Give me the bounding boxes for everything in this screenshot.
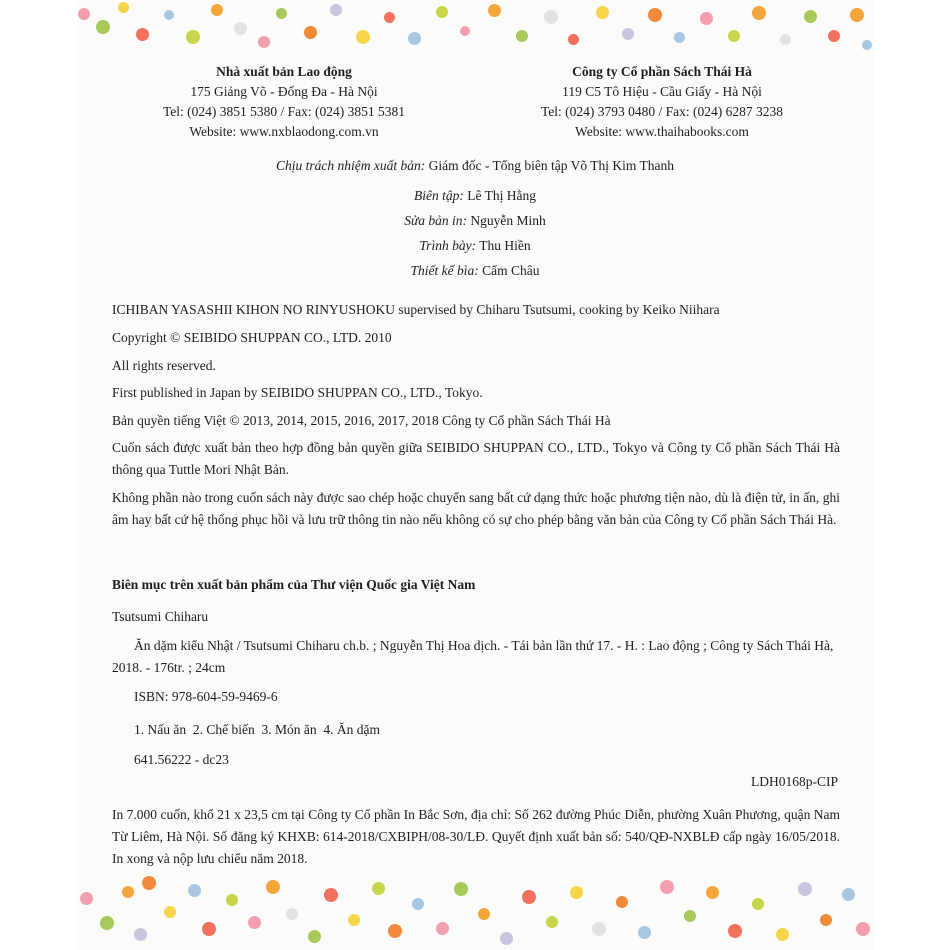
confetti-dot (780, 34, 791, 45)
confetti-dot (266, 880, 280, 894)
dot-border-bottom (76, 872, 874, 950)
confetti-dot (142, 876, 156, 890)
confetti-dot (776, 928, 789, 941)
confetti-dot (356, 30, 370, 44)
dot-border-top (76, 0, 874, 58)
credit-editor-label: Biên tập: (414, 188, 464, 203)
confetti-dot (234, 22, 247, 35)
publisher-right-website: Website: www.thaihabooks.com (575, 124, 749, 139)
confetti-dot (596, 6, 609, 19)
confetti-dot (78, 8, 90, 20)
confetti-dot (248, 916, 261, 929)
credit-proof-label: Sửa bản in: (404, 213, 468, 228)
confetti-dot (684, 910, 696, 922)
credit-responsible-label: Chịu trách nhiệm xuất bản: (276, 158, 426, 173)
confetti-dot (516, 30, 528, 42)
confetti-dot (436, 922, 449, 935)
catalog-title: Biên mục trên xuất bản phẩm của Thư viện Quốc gia Việt Nam (112, 577, 476, 592)
catalog-subjects: 1. Nấu ăn 2. Chế biến 3. Món ăn 4. Ăn dặm (134, 722, 380, 737)
confetti-dot (276, 8, 287, 19)
rights-copyright: Copyright © SEIBIDO SHUPPAN CO., LTD. 2010 (112, 330, 392, 345)
confetti-dot (856, 922, 870, 936)
credit-cover-value: Cẩm Châu (482, 263, 540, 278)
catalog-cip: LDH0168p-CIP (751, 774, 838, 789)
confetti-dot (100, 916, 114, 930)
credit-responsible-value: Giám đốc - Tổng biên tập Võ Thị Kim Thanh (428, 158, 674, 173)
confetti-dot (188, 884, 201, 897)
credit-responsible (76, 158, 874, 174)
rights-original: ICHIBAN YASASHII KIHON NO RINYUSHOKU supervised by Chiharu Tsutsumi, cooking by Keiko Niihara (112, 302, 720, 317)
credit-layout-label: Trình bày: (419, 238, 477, 253)
confetti-dot (136, 28, 149, 41)
confetti-dot (592, 922, 606, 936)
confetti-dot (500, 932, 513, 945)
confetti-dot (330, 4, 342, 16)
confetti-dot (752, 898, 764, 910)
confetti-dot (706, 886, 719, 899)
confetti-dot (412, 898, 424, 910)
rights-restriction: Không phần nào trong cuốn sách này được sao chép hoặc chuyển sang bất cứ dạng thức hoặc phương tiện nào, dù là điện tử, in ấn, ghi âm hay bất cứ hệ thống phục hồi và lưu trữ thông tin nào nếu không có sự cho phép bằng văn bản của Công ty Cổ phần Sách Thái Hà. (112, 490, 840, 527)
confetti-dot (798, 882, 812, 896)
confetti-dot (304, 26, 317, 39)
confetti-dot (862, 40, 872, 50)
rights-vietnamese: Bản quyền tiếng Việt © 2013, 2014, 2015, 2016, 2017, 2018 Công ty Cổ phần Sách Thái Hà (112, 413, 611, 428)
credit-cover (76, 263, 874, 279)
publisher-right-address: 119 C5 Tô Hiệu - Cầu Giấy - Hà Nội (562, 84, 762, 99)
credit-editor-value: Lê Thị Hằng (467, 188, 536, 203)
confetti-dot (804, 10, 817, 23)
confetti-dot (728, 924, 742, 938)
confetti-dot (436, 6, 448, 18)
rights-reserved: All rights reserved. (112, 358, 216, 373)
confetti-dot (372, 882, 385, 895)
confetti-dot (134, 928, 147, 941)
confetti-dot (850, 8, 864, 22)
catalog-isbn: ISBN: 978-604-59-9469-6 (134, 689, 278, 704)
confetti-dot (388, 924, 402, 938)
confetti-dot (226, 894, 238, 906)
confetti-dot (820, 914, 832, 926)
confetti-dot (568, 34, 579, 45)
confetti-dot (460, 26, 470, 36)
confetti-dot (546, 916, 558, 928)
confetti-dot (186, 30, 200, 44)
catalog-entry: Ăn dặm kiểu Nhật / Tsutsumi Chiharu ch.b. ; Nguyễn Thị Hoa dịch. - Tái bản lần thứ 17. - H. : Lao động ; Công ty Sách Thái Hà, 2018. - 176tr. ; 24cm (112, 638, 834, 675)
confetti-dot (118, 2, 129, 13)
catalog-author: Tsutsumi Chiharu (112, 609, 209, 624)
confetti-dot (638, 926, 651, 939)
confetti-dot (622, 28, 634, 40)
credit-proof-value: Nguyễn Minh (470, 213, 546, 228)
confetti-dot (660, 880, 674, 894)
confetti-dot (544, 10, 558, 24)
copyright-page (76, 0, 874, 950)
confetti-dot (258, 36, 270, 48)
confetti-dot (80, 892, 93, 905)
confetti-dot (522, 890, 536, 904)
confetti-dot (700, 12, 713, 25)
confetti-dot (674, 32, 685, 43)
confetti-dot (616, 896, 628, 908)
confetti-dot (122, 886, 134, 898)
confetti-dot (384, 12, 395, 23)
confetti-dot (570, 886, 583, 899)
printing-info: In 7.000 cuốn, khổ 21 x 23,5 cm tại Công ty Cổ phần In Bắc Sơn, địa chỉ: Số 262 đường Phúc Diễn, phường Xuân Phương, quận Nam Từ Liêm, Hà Nội. Số đăng ký KHXB: 614-2018/CXBIPH/08-30/LĐ. Quyết định xuất bản số: 540/QĐ-NXBLĐ cấp ngày 16/05/2018. In xong và nộp lưu chiểu năm 2018. (112, 807, 840, 866)
confetti-dot (348, 914, 360, 926)
credit-layout-value: Thu Hiền (479, 238, 531, 253)
publisher-left-website: Website: www.nxblaodong.com.vn (189, 124, 379, 139)
confetti-dot (308, 930, 321, 943)
confetti-dot (828, 30, 840, 42)
credit-layout (76, 238, 874, 254)
confetti-dot (324, 888, 338, 902)
confetti-dot (96, 20, 110, 34)
confetti-dot (454, 882, 468, 896)
confetti-dot (211, 4, 223, 16)
confetti-dot (478, 908, 490, 920)
publisher-right-phone: Tel: (024) 3793 0480 / Fax: (024) 6287 3238 (540, 104, 784, 119)
rights-contract: Cuốn sách được xuất bản theo hợp đồng bản quyền giữa SEIBIDO SHUPPAN CO., LTD., Tokyo và Công ty Cổ phần Sách Thái Hà thông qua Tuttle Mori Nhật Bản. (112, 440, 840, 477)
confetti-dot (286, 908, 298, 920)
publisher-left-phone: Tel: (024) 3851 5380 / Fax: (024) 3851 5381 (162, 104, 406, 119)
confetti-dot (488, 4, 501, 17)
credit-cover-label: Thiết kế bìa: (410, 263, 479, 278)
rights-first-published: First published in Japan by SEIBIDO SHUPPAN CO., LTD., Tokyo. (112, 385, 483, 400)
confetti-dot (202, 922, 216, 936)
credit-editor (76, 188, 874, 204)
publisher-right-name: Công ty Cổ phần Sách Thái Hà (572, 64, 752, 79)
confetti-dot (752, 6, 766, 20)
confetti-dot (648, 8, 662, 22)
confetti-dot (164, 10, 174, 20)
credit-proof (76, 213, 874, 229)
publisher-left-name: Nhà xuất bản Lao động (216, 64, 352, 79)
catalog-ddc: 641.56222 - dc23 (134, 752, 229, 767)
publisher-right (502, 62, 822, 142)
confetti-dot (164, 906, 176, 918)
publisher-left-address: 175 Giảng Võ - Đống Đa - Hà Nội (190, 84, 378, 99)
publisher-left (124, 62, 444, 142)
confetti-dot (842, 888, 855, 901)
confetti-dot (728, 30, 740, 42)
confetti-dot (408, 32, 421, 45)
